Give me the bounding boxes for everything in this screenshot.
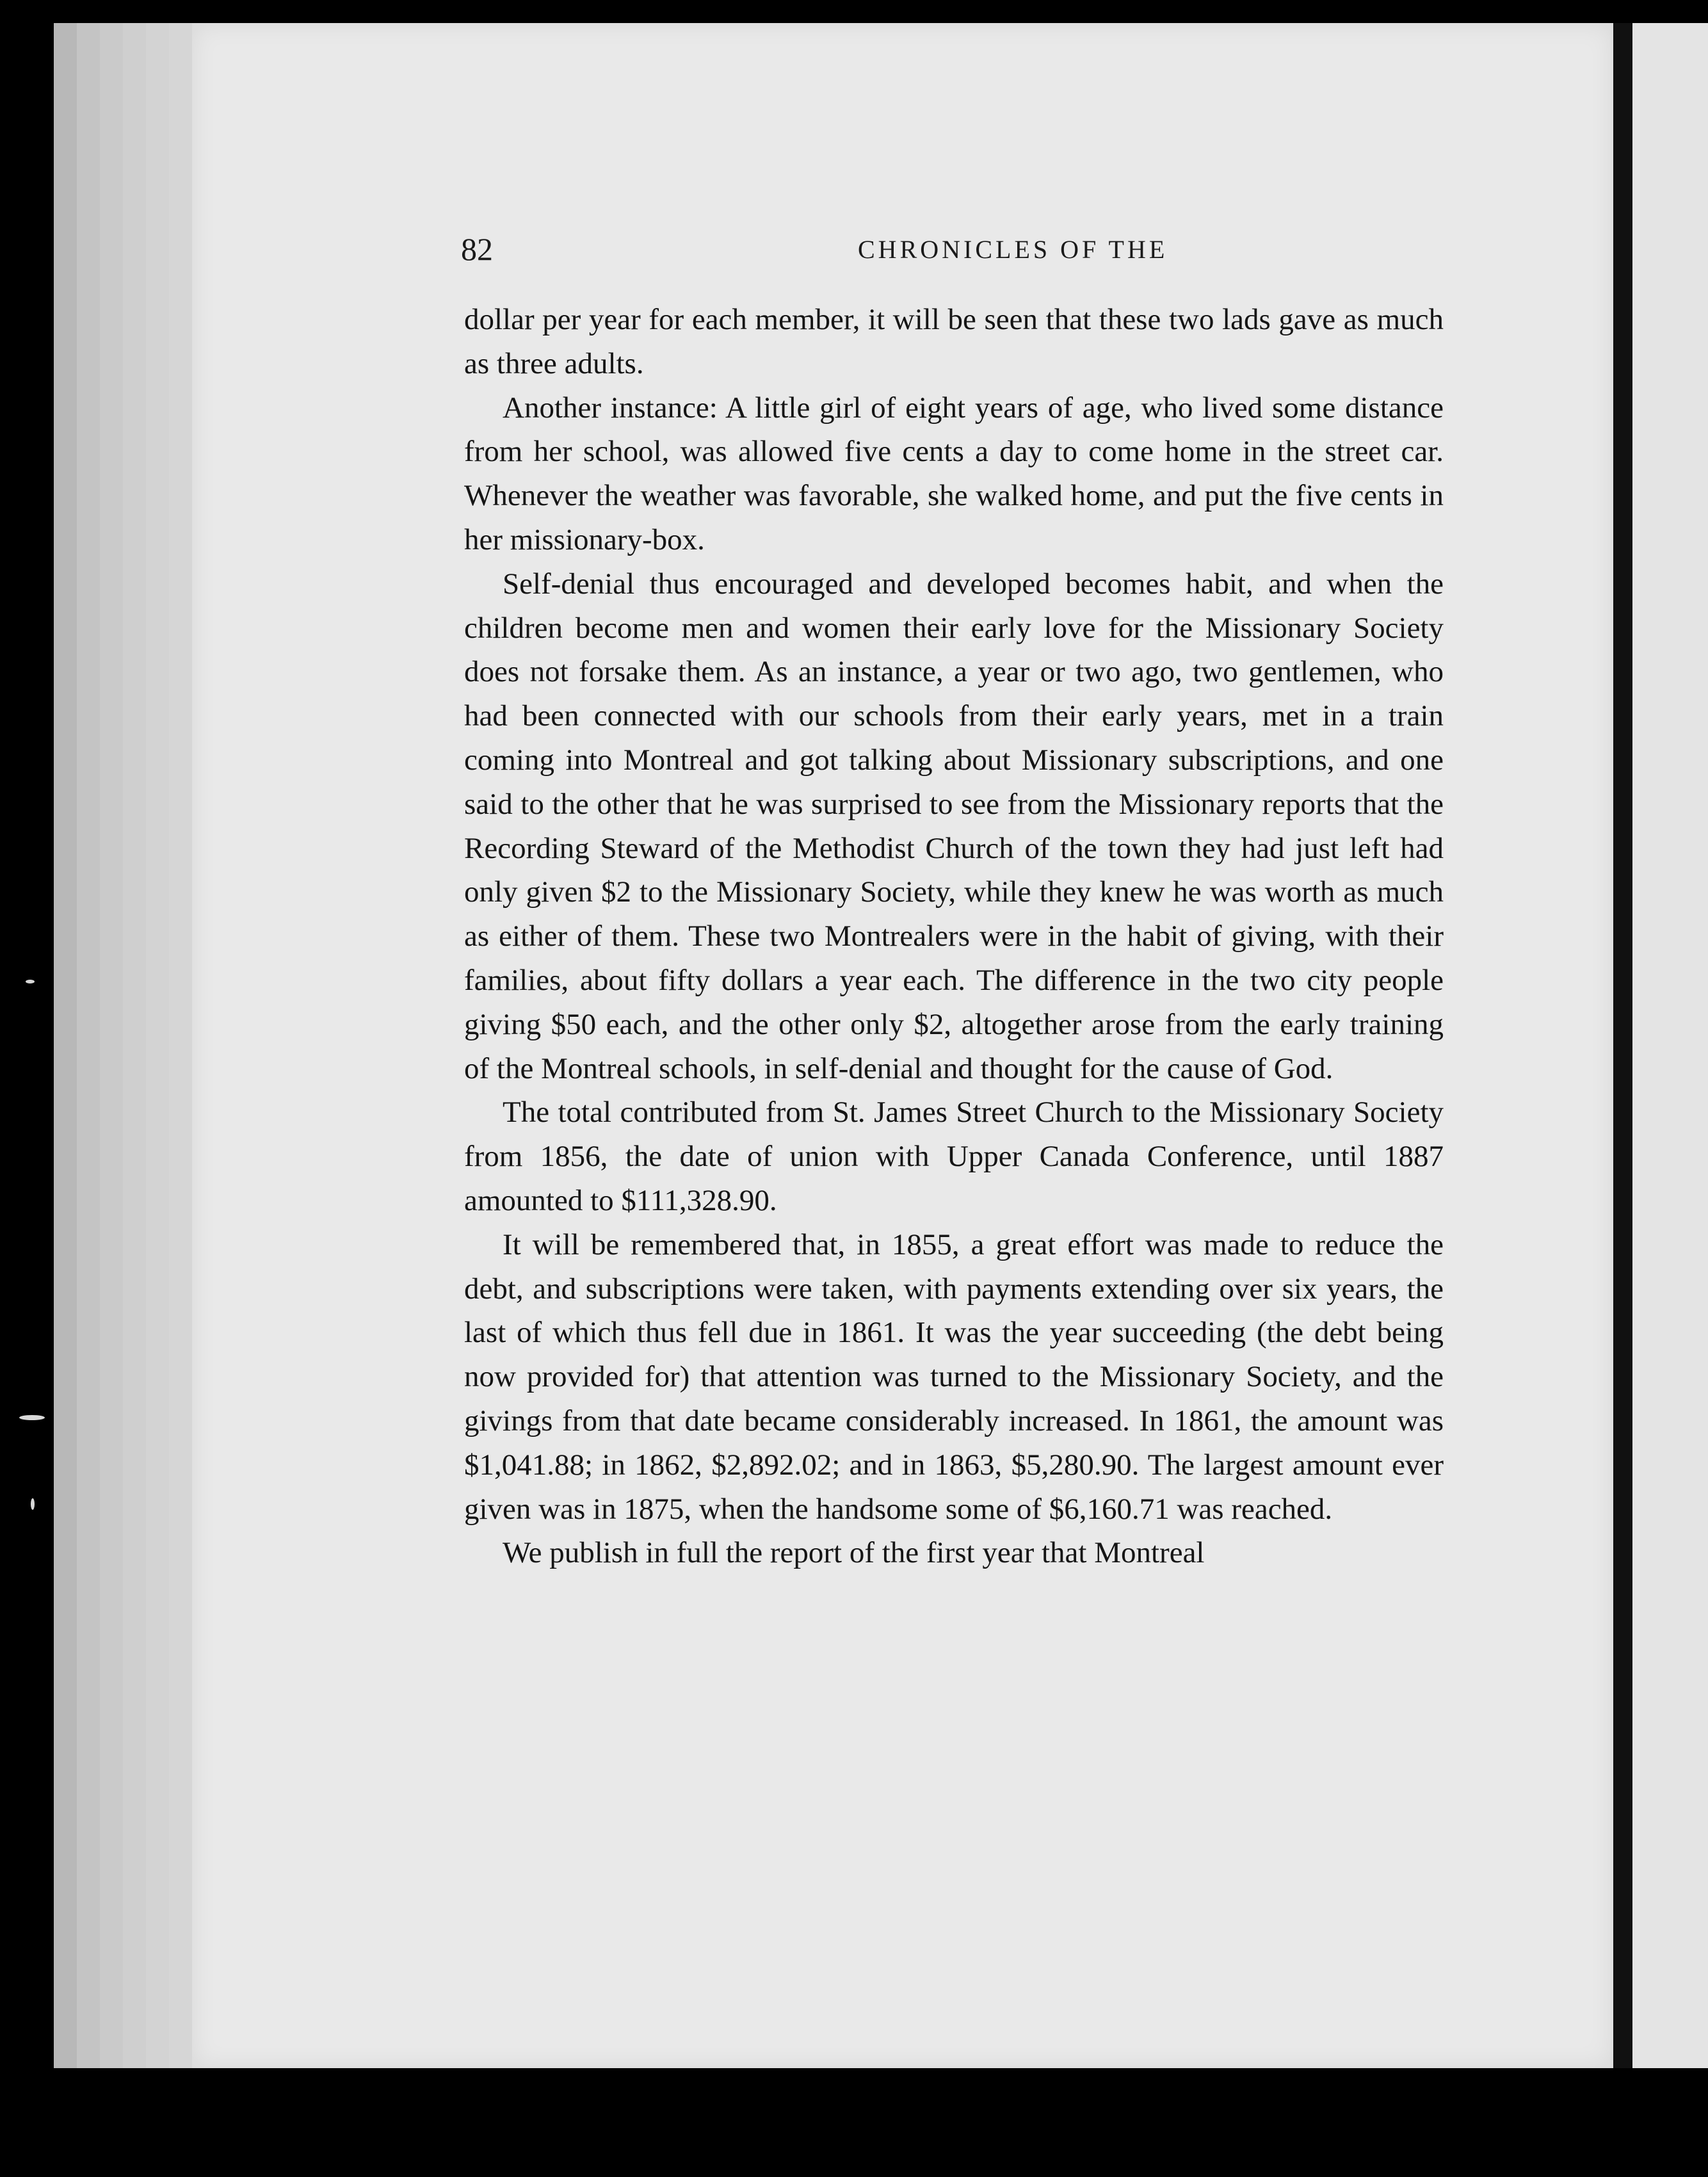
body-text — [464, 298, 1444, 1575]
paragraph: Self-denial thus encouraged and developed becomes habit, and when the children become men and women their early love for the Missionary Society does not forsake them. As an instance, a year or two ago, two gentlemen, who had been connected with our schools from their early years, met in a train coming into Montreal and got talking about Missionary subscriptions, and one said to the other that he was surprised to see from the Missionary reports that the Recording Steward of the Methodist Church of the town they had just left had only given $2 to the Missionary Society, while they knew he was worth as much as either of them. These two Montrealers were in the habit of giving, with their families, about fifty dollars a year each. The difference in the two city people giving $50 each, and the other only $2, altogether arose from the early training of the Montreal schools, in self-denial and thought for the cause of God. — [464, 567, 1444, 1085]
paragraph: It will be remembered that, in 1855, a great effort was made to reduce the debt, and subscriptions were taken, with payments extending over six years, the last of which thus fell due in 1861. It was the year succeeding (the debt being now provided for) that attention was turned to the Missionary Society, and the givings from that date became considerably increased. In 1861, the amount was $1,041.88; in 1862, $2,892.02; and in 1863, $5,280.90. The largest amount ever given was in 1875, when the handsome some of $6,160.71 was reached. — [464, 1227, 1444, 1526]
paragraph: dollar per year for each member, it will be seen that these two lads gave as much as three adults. — [464, 303, 1444, 380]
paragraph: We publish in full the report of the first year that Montreal — [503, 1536, 1205, 1570]
scan-speck — [26, 980, 35, 983]
book-gutter — [1613, 23, 1632, 2068]
page-header — [269, 231, 1485, 275]
running-head: CHRONICLES OF THE — [858, 235, 1168, 264]
page-number: 82 — [461, 231, 493, 267]
facing-page-edge — [1632, 23, 1708, 2068]
paragraph: Another instance: A little girl of eight years of age, who lived some distance from her school, was allowed five cents a day to come home in the street car. Whenever the weather was favorable, she walked home, and put the five cents in her missionary-box. — [464, 391, 1444, 556]
scan-speck — [19, 1415, 45, 1420]
paragraph: The total contributed from St. James Street Church to the Missionary Society from 1856, the date of union with Upper Canada Conference, until 1887 amounted to $111,328.90. — [464, 1096, 1444, 1217]
scan-speck — [31, 1498, 35, 1510]
